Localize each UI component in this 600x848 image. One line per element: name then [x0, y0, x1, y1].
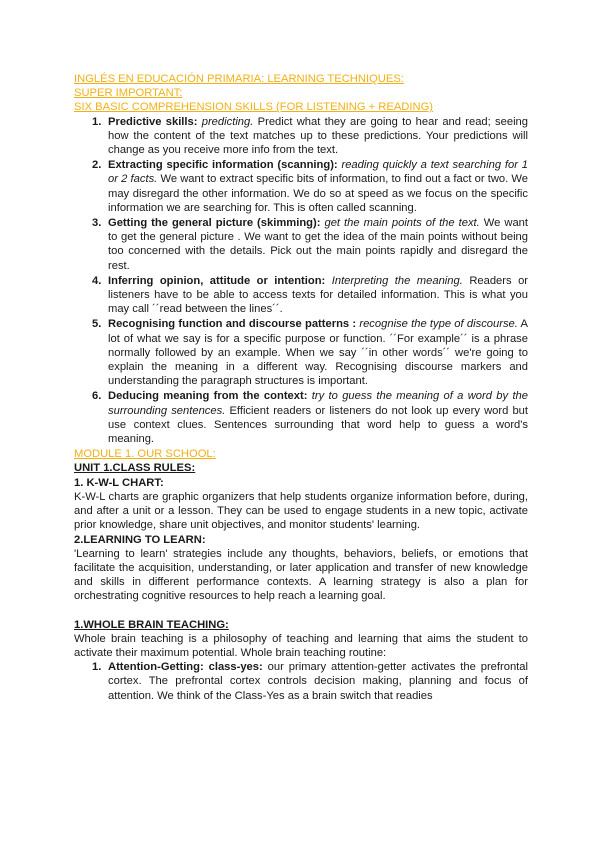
skill-term: Getting the general picture (skimming): [108, 217, 321, 230]
routine-list [74, 660, 528, 703]
learning-to-learn-paragraph: 'Learning to learn' strategies include any thoughts, behaviors, beliefs, or emotions that facilitate the acquisition, understanding, or later application and transfer of new knowledge and skills in different performance contexts. A learning strategy is also a plan for orchestrating cognitive resources to help reach a learning goal. [74, 547, 528, 603]
unit-title: UNIT 1.CLASS RULES: [74, 462, 196, 475]
routine-text: our primary attention-getter activates the prefrontal cortex. The prefrontal cortex controls decision making, planning and focus of attention. We think of the Class-Yes as a brain switch that readies [108, 661, 528, 702]
whole-brain-paragraph: Whole brain teaching is a philosophy of teaching and learning that aims the student to activate their maximum potential. Whole brain teaching routine: [74, 632, 528, 659]
skill-text: We want to extract specific bits of information, to find out a fact or two. We may disregard the other information. We do so at speed as we focus on the specific information we are searching for. This is often called scanning. [108, 173, 529, 214]
skill-term: Inferring opinion, attitude or intention: [108, 274, 326, 287]
skill-italic: get the main points of the text. [324, 217, 480, 230]
skill-italic: recognise the type of discourse. [359, 318, 518, 331]
routine-term: Attention-Getting: class-yes: [108, 661, 263, 674]
skill-item-2 [74, 158, 528, 215]
skill-number: 4. [92, 274, 102, 287]
skill-term: Extracting specific information (scanning): [108, 159, 338, 172]
skill-italic: Interpreting the meaning. [331, 274, 463, 287]
routine-number: 1. [92, 661, 102, 674]
whole-brain-heading: 1.WHOLE BRAIN TEACHING: [74, 618, 229, 631]
skill-text: Efficient readers or listeners do not look up every word but use context clues. Sentences surrounding that word help to guess a word's meaning. [108, 404, 528, 446]
skill-item-6 [74, 389, 528, 446]
skill-item-1 [74, 115, 528, 158]
kwl-paragraph: K-W-L charts are graphic organizers that help students organize information before, during, and after a unit or a lesson. They can be used to engage students in a new topic, activate prior knowledge, share unit objectives, and monitor students' learning. [74, 490, 528, 532]
module-title: MODULE 1. OUR SCHOOL: [74, 448, 216, 461]
skill-item-3 [74, 216, 528, 273]
skill-term: Recognising function and discourse patterns : [108, 318, 357, 331]
skill-number: 3. [92, 217, 102, 230]
skill-text: Readers or listeners have to be able to access texts for detailed information. This is what you may call ´´read between the lines´´. [108, 274, 529, 316]
super-important-heading: SUPER IMPORTANT: [74, 87, 183, 100]
learning-to-learn-heading: 2.LEARNING TO LEARN: [74, 533, 206, 546]
kwl-heading: 1. K-W-L CHART: [74, 476, 164, 489]
skill-number: 1. [92, 115, 102, 128]
skill-italic: reading quickly a text searching for 1 or 2 facts. [108, 159, 528, 186]
document-page [74, 72, 528, 704]
skill-text: We want to get the general picture . We want to get the idea of the main points without being too concerned with the details. Pick out the main points rapidly and disregard the rest. [108, 217, 529, 272]
skills-list [74, 115, 528, 447]
skill-number: 2. [92, 159, 102, 172]
skill-term: Deducing meaning from the context: [108, 390, 308, 403]
spacer [74, 604, 528, 618]
skill-text: A lot of what we say is for a specific purpose or function. ´´For example´´ is a phrase normally followed by an example. When we say ´´in other words´´ we're going to explain the meaning in a different way. Recognising discourse markers and understanding the paragraph structures is important. [108, 318, 528, 388]
document-title: INGLÉS EN EDUCACIÓN PRIMARIA: LEARNING TECHNIQUES: [74, 73, 404, 85]
skill-number: 6. [92, 390, 102, 403]
skill-text: Predict what they are going to hear and read; seeing how the content of the text matches up to these predictions. Your predictions will change as you receive more info from the text. [108, 115, 528, 157]
skill-italic: try to guess the meaning of a word by the surrounding sentences. [108, 390, 528, 417]
skill-item-4 [74, 274, 528, 317]
skill-term: Predictive skills: [108, 115, 198, 128]
skill-italic: predicting. [201, 115, 254, 128]
skill-item-5 [74, 317, 528, 388]
skills-heading: SIX BASIC COMPREHENSION SKILLS (FOR LISTENING + READING) [74, 101, 434, 114]
skill-number: 5. [92, 318, 102, 331]
routine-item-1 [74, 660, 528, 703]
